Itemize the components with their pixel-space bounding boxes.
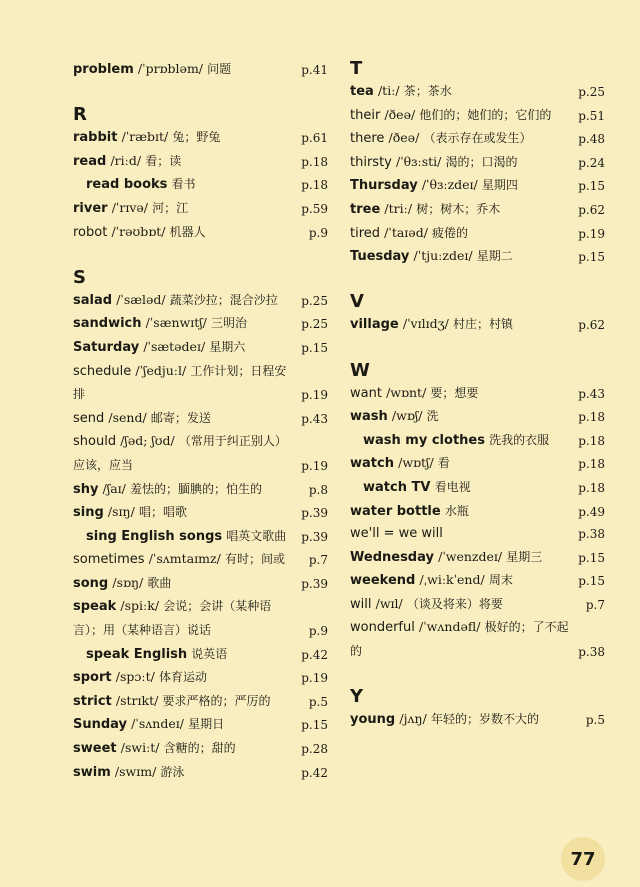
entry-phonetic: /ˈtaɪəd/ <box>384 224 428 240</box>
glossary-entry <box>350 500 605 524</box>
entry-phonetic: /spɔːt/ <box>115 669 155 685</box>
entry-page-ref: p.38 <box>578 645 605 660</box>
entry-page-ref: p.18 <box>578 410 605 425</box>
entry-phonetic: /ðeə/ <box>388 130 420 146</box>
entry-meaning: 极好的；了不起的 <box>350 620 569 659</box>
entry-word: sometimes <box>73 552 145 568</box>
entry-meaning: 有时；间或 <box>224 552 285 567</box>
entry-page-ref: p.18 <box>301 154 328 169</box>
glossary-entry <box>350 546 605 570</box>
entry-word: read <box>73 153 107 169</box>
entry-meaning: 星期三 <box>506 549 543 564</box>
entry-meaning: 机器人 <box>169 224 206 239</box>
entry-phonetic: /ʃəd; ʃʊd/ <box>120 433 175 449</box>
entry-page-ref: p.19 <box>301 458 328 473</box>
glossary-entry <box>73 360 328 407</box>
section-letter: Y <box>350 686 364 708</box>
entry-phonetic: /ˈsænwɪtʃ/ <box>145 315 207 331</box>
entry-word: sing English songs <box>86 528 223 544</box>
entry-phonetic: /ˈsʌndeɪ/ <box>131 716 184 732</box>
glossary-entry <box>350 405 605 429</box>
entry-meaning: （常用于纠正别人）应该，应当 <box>73 434 287 472</box>
entry-page-ref: p.42 <box>301 765 328 780</box>
entry-meaning: 洗 <box>426 409 439 424</box>
entry-word: sandwich <box>73 316 142 332</box>
entry-page-ref: p.48 <box>578 132 605 147</box>
entry-word: shy <box>73 481 99 497</box>
glossary-entry <box>73 150 328 174</box>
entry-meaning: 看电视 <box>434 479 471 494</box>
entry-word: watch TV <box>363 479 431 495</box>
entry-meaning: 星期日 <box>188 717 225 732</box>
glossary-entry <box>73 690 328 714</box>
entry-page-ref: p.39 <box>301 529 328 544</box>
entry-word: rabbit <box>73 130 118 146</box>
glossary-entry <box>73 572 328 596</box>
entry-page-ref: p.59 <box>301 201 328 216</box>
glossary-entry <box>73 478 328 502</box>
entry-word: Wednesday <box>350 549 434 565</box>
glossary-entry <box>350 429 605 453</box>
entry-word: weekend <box>350 573 416 589</box>
glossary-entry <box>73 761 328 785</box>
entry-meaning: 看 <box>437 456 450 471</box>
glossary-entry <box>73 289 328 313</box>
entry-word: tea <box>350 84 374 99</box>
entry-meaning: 看；读 <box>145 153 182 168</box>
entry-phonetic: /ˈsætədeɪ/ <box>143 338 206 354</box>
entry-phonetic: /swɪm/ <box>114 763 157 779</box>
entry-phonetic: /ˈrəʊbɒt/ <box>111 223 166 239</box>
entry-meaning: 星期二 <box>476 249 513 264</box>
entry-page-ref: p.15 <box>578 550 605 565</box>
glossary-entry <box>73 595 328 642</box>
entry-meaning: 三明治 <box>210 316 247 331</box>
entry-phonetic: /spiːk/ <box>120 598 160 614</box>
entry-meaning: 星期六 <box>209 339 246 354</box>
glossary-entry <box>73 666 328 690</box>
entry-page-ref: p.42 <box>301 647 328 662</box>
glossary-entry <box>350 616 605 663</box>
entry-page-ref: p.5 <box>308 694 328 709</box>
page-number: 77 <box>570 848 596 870</box>
glossary-entry <box>73 197 328 221</box>
entry-page-ref: p.5 <box>585 713 605 728</box>
entry-meaning: 蔬菜沙拉；混合沙拉 <box>169 292 278 307</box>
entry-phonetic: /wɒʃ/ <box>391 408 423 424</box>
entry-page-ref: p.28 <box>301 742 328 757</box>
entry-page-ref: p.39 <box>301 506 328 521</box>
section-gap <box>350 269 605 292</box>
entry-meaning: 兔；野兔 <box>172 130 221 145</box>
entry-phonetic: /ˈθɜːzdeɪ/ <box>421 177 478 193</box>
glossary-entry <box>350 80 605 104</box>
entry-phonetic: /ˈθɜːsti/ <box>396 153 442 169</box>
entry-page-ref: p.15 <box>301 718 328 733</box>
entry-phonetic: /ˌwiːkˈend/ <box>419 572 485 588</box>
glossary-entry <box>73 221 328 245</box>
glossary-entry <box>350 198 605 222</box>
entry-meaning: 他们的；她们的；它们的 <box>419 107 552 122</box>
entry-word: wonderful <box>350 620 415 636</box>
section-letter: S <box>73 266 86 288</box>
entry-meaning: 渴的；口渴的 <box>445 154 518 169</box>
entry-phonetic: /ˈtjuːzdeɪ/ <box>413 248 473 264</box>
entry-page-ref: p.19 <box>301 671 328 686</box>
glossary-entry <box>73 737 328 761</box>
entry-meaning: 洗我的衣服 <box>489 432 550 447</box>
entry-page-ref: p.25 <box>301 293 328 308</box>
entry-word: thirsty <box>350 154 392 170</box>
entry-page-ref: p.7 <box>308 553 328 568</box>
entry-word: speak English <box>86 646 188 662</box>
entry-phonetic: /swiːt/ <box>120 740 160 756</box>
section-gap <box>350 664 605 687</box>
glossary-entry <box>350 222 605 246</box>
entry-phonetic: /triː/ <box>384 200 413 216</box>
entry-phonetic: /sɒŋ/ <box>112 574 144 590</box>
section-letter: T <box>350 58 363 79</box>
glossary-entry <box>350 151 605 175</box>
entry-phonetic: /ˈvɪlɪdʒ/ <box>402 316 449 332</box>
entry-phonetic: /wɒtʃ/ <box>398 455 434 471</box>
entry-word: salad <box>73 292 113 308</box>
entry-word: sing <box>73 505 104 521</box>
entry-word: sweet <box>73 741 117 757</box>
entry-word: sport <box>73 670 112 686</box>
glossary-entry <box>73 126 328 150</box>
entry-phonetic: /ˈwʌndəfl/ <box>419 619 481 635</box>
glossary-entry <box>350 523 605 546</box>
entry-meaning: 问题 <box>207 62 232 76</box>
entry-phonetic: /wɒnt/ <box>386 384 427 400</box>
entry-page-ref: p.18 <box>301 178 328 193</box>
glossary-entry <box>73 713 328 737</box>
entry-word: tired <box>350 225 381 241</box>
entry-word: will <box>350 596 372 612</box>
entry-word: problem <box>73 62 134 77</box>
entry-page-ref: p.61 <box>301 131 328 146</box>
entry-word: Thursday <box>350 178 418 194</box>
entry-word: song <box>73 575 109 591</box>
entry-word: schedule <box>73 363 132 379</box>
entry-word: Tuesday <box>350 249 410 265</box>
entry-meaning: 水瓶 <box>444 503 469 518</box>
entry-meaning: 看书 <box>171 177 196 192</box>
glossary-entry <box>350 313 605 337</box>
entry-meaning: 说英语 <box>191 646 228 661</box>
entry-page-ref: p.39 <box>301 576 328 591</box>
entry-word: swim <box>73 764 111 780</box>
entry-page-ref: p.18 <box>578 457 605 472</box>
entry-meaning: 周末 <box>488 573 513 588</box>
entry-meaning: 唱；唱歌 <box>138 505 187 520</box>
entry-page-ref: p.62 <box>578 202 605 217</box>
entry-page-ref: p.15 <box>578 574 605 589</box>
entry-word: robot <box>73 224 108 240</box>
entry-word: river <box>73 200 108 216</box>
entry-meaning: 茶；茶水 <box>403 84 452 98</box>
entry-word: Sunday <box>73 717 128 733</box>
glossary-entry <box>350 382 605 406</box>
glossary-entry <box>73 525 328 549</box>
entry-word: we'll = we will <box>350 526 443 542</box>
entry-meaning: 羞怯的；腼腆的；怕生的 <box>130 481 263 496</box>
entry-meaning: 体育运动 <box>158 670 207 685</box>
entry-meaning: 树；树木；乔木 <box>416 201 501 216</box>
entry-page-ref: p.25 <box>578 85 605 99</box>
entry-page-ref: p.25 <box>301 317 328 332</box>
entry-phonetic: /send/ <box>108 409 147 425</box>
entry-word: watch <box>350 456 394 472</box>
entry-page-ref: p.24 <box>578 155 605 170</box>
entry-word: strict <box>73 693 112 709</box>
entry-word: should <box>73 434 117 450</box>
entry-page-ref: p.41 <box>301 63 328 77</box>
entry-phonetic: /ʃaɪ/ <box>102 480 126 496</box>
entry-meaning: 邮寄；发送 <box>150 410 211 425</box>
glossary-entry <box>73 58 328 82</box>
section-letter: V <box>350 291 364 313</box>
entry-page-ref: p.15 <box>301 340 328 355</box>
entry-phonetic: /ˈrɪvə/ <box>111 199 149 215</box>
entry-page-ref: p.19 <box>578 226 605 241</box>
glossary-entry <box>350 174 605 198</box>
entry-page-ref: p.8 <box>308 482 328 497</box>
entry-word: young <box>350 712 396 728</box>
entry-word: their <box>350 107 381 123</box>
entry-meaning: （谈及将来）将要 <box>406 596 503 611</box>
glossary-entry <box>73 501 328 525</box>
entry-meaning: 游泳 <box>160 764 185 779</box>
entry-word: water bottle <box>350 503 441 519</box>
entry-phonetic: /strɪkt/ <box>115 692 159 708</box>
entry-page-ref: p.15 <box>578 250 605 265</box>
glossary-entry <box>73 336 328 360</box>
entry-page-ref: p.43 <box>578 386 605 401</box>
glossary-entry <box>350 708 605 732</box>
section-letter: R <box>73 104 87 126</box>
glossary-entry <box>73 643 328 667</box>
glossary-entry <box>350 476 605 500</box>
glossary-entry <box>350 569 605 593</box>
entry-page-ref: p.38 <box>578 527 605 542</box>
entry-meaning: 星期四 <box>481 178 518 193</box>
entry-page-ref: p.49 <box>578 504 605 519</box>
entry-meaning: 年轻的；岁数不大的 <box>430 712 539 727</box>
entry-page-ref: p.51 <box>578 108 605 123</box>
glossary-entry <box>73 430 328 477</box>
entry-page-ref: p.9 <box>308 624 328 639</box>
glossary-column-right <box>350 58 605 732</box>
entry-page-ref: p.9 <box>308 225 328 240</box>
entry-page-ref: p.18 <box>578 480 605 495</box>
entry-phonetic: /ˈʃedjuːl/ <box>135 362 187 378</box>
entry-phonetic: /ðeə/ <box>384 106 416 122</box>
glossary-entry <box>73 173 328 197</box>
entry-phonetic: /ˈsæləd/ <box>116 291 166 307</box>
entry-phonetic: /wɪl/ <box>375 595 403 611</box>
entry-meaning: （表示存在或发生） <box>423 131 532 146</box>
entry-page-ref: p.15 <box>578 179 605 194</box>
entry-page-ref: p.43 <box>301 411 328 426</box>
entry-meaning: 村庄；村镇 <box>453 317 514 332</box>
entry-meaning: 河；江 <box>152 200 189 215</box>
entry-page-ref: p.7 <box>585 597 605 612</box>
section-gap <box>73 82 328 105</box>
glossary-entry <box>73 312 328 336</box>
glossary-entry <box>350 452 605 476</box>
entry-meaning: 唱英文歌曲 <box>226 528 287 543</box>
entry-phonetic: /riːd/ <box>110 152 142 168</box>
entry-word: wash my clothes <box>363 432 485 448</box>
entry-page-ref: p.62 <box>578 318 605 333</box>
section-gap <box>73 244 328 267</box>
glossary-entry <box>73 407 328 431</box>
entry-meaning: 会说；会讲（某种语言）；用（某种语言）说话 <box>73 599 272 638</box>
section-gap <box>350 337 605 360</box>
entry-meaning: 疲倦的 <box>432 225 469 240</box>
entry-word: send <box>73 410 105 426</box>
entry-meaning: 工作计划；日程安排 <box>73 363 287 402</box>
entry-phonetic: /jʌŋ/ <box>399 711 427 727</box>
glossary-entry <box>350 104 605 128</box>
section-letter: W <box>350 359 370 381</box>
entry-word: want <box>350 385 382 401</box>
entry-meaning: 要求严格的；严厉的 <box>162 693 271 708</box>
entry-word: there <box>350 131 385 147</box>
entry-word: read books <box>86 177 168 193</box>
glossary-entry <box>73 548 328 572</box>
glossary-entry <box>350 593 605 617</box>
entry-page-ref: p.18 <box>578 433 605 448</box>
entry-word: speak <box>73 599 117 615</box>
glossary-entry <box>350 245 605 269</box>
entry-meaning: 歌曲 <box>147 575 172 590</box>
page-number-badge <box>561 837 605 881</box>
entry-page-ref: p.19 <box>301 388 328 403</box>
entry-meaning: 含糖的；甜的 <box>163 741 236 756</box>
entry-phonetic: /ˈwenzdeɪ/ <box>438 548 503 564</box>
glossary-column-left <box>73 58 328 784</box>
entry-phonetic: /ˈsʌmtaɪmz/ <box>148 551 221 567</box>
entry-phonetic: /ˈræbɪt/ <box>121 129 169 145</box>
entry-word: tree <box>350 201 381 217</box>
entry-meaning: 要；想要 <box>430 385 479 400</box>
entry-phonetic: /sɪŋ/ <box>107 504 135 520</box>
entry-phonetic: /tiː/ <box>377 83 400 98</box>
entry-word: village <box>350 317 399 333</box>
entry-phonetic: /ˈprɒbləm/ <box>137 61 204 76</box>
entry-word: wash <box>350 409 388 425</box>
glossary-entry <box>350 127 605 151</box>
entry-word: Saturday <box>73 339 140 355</box>
